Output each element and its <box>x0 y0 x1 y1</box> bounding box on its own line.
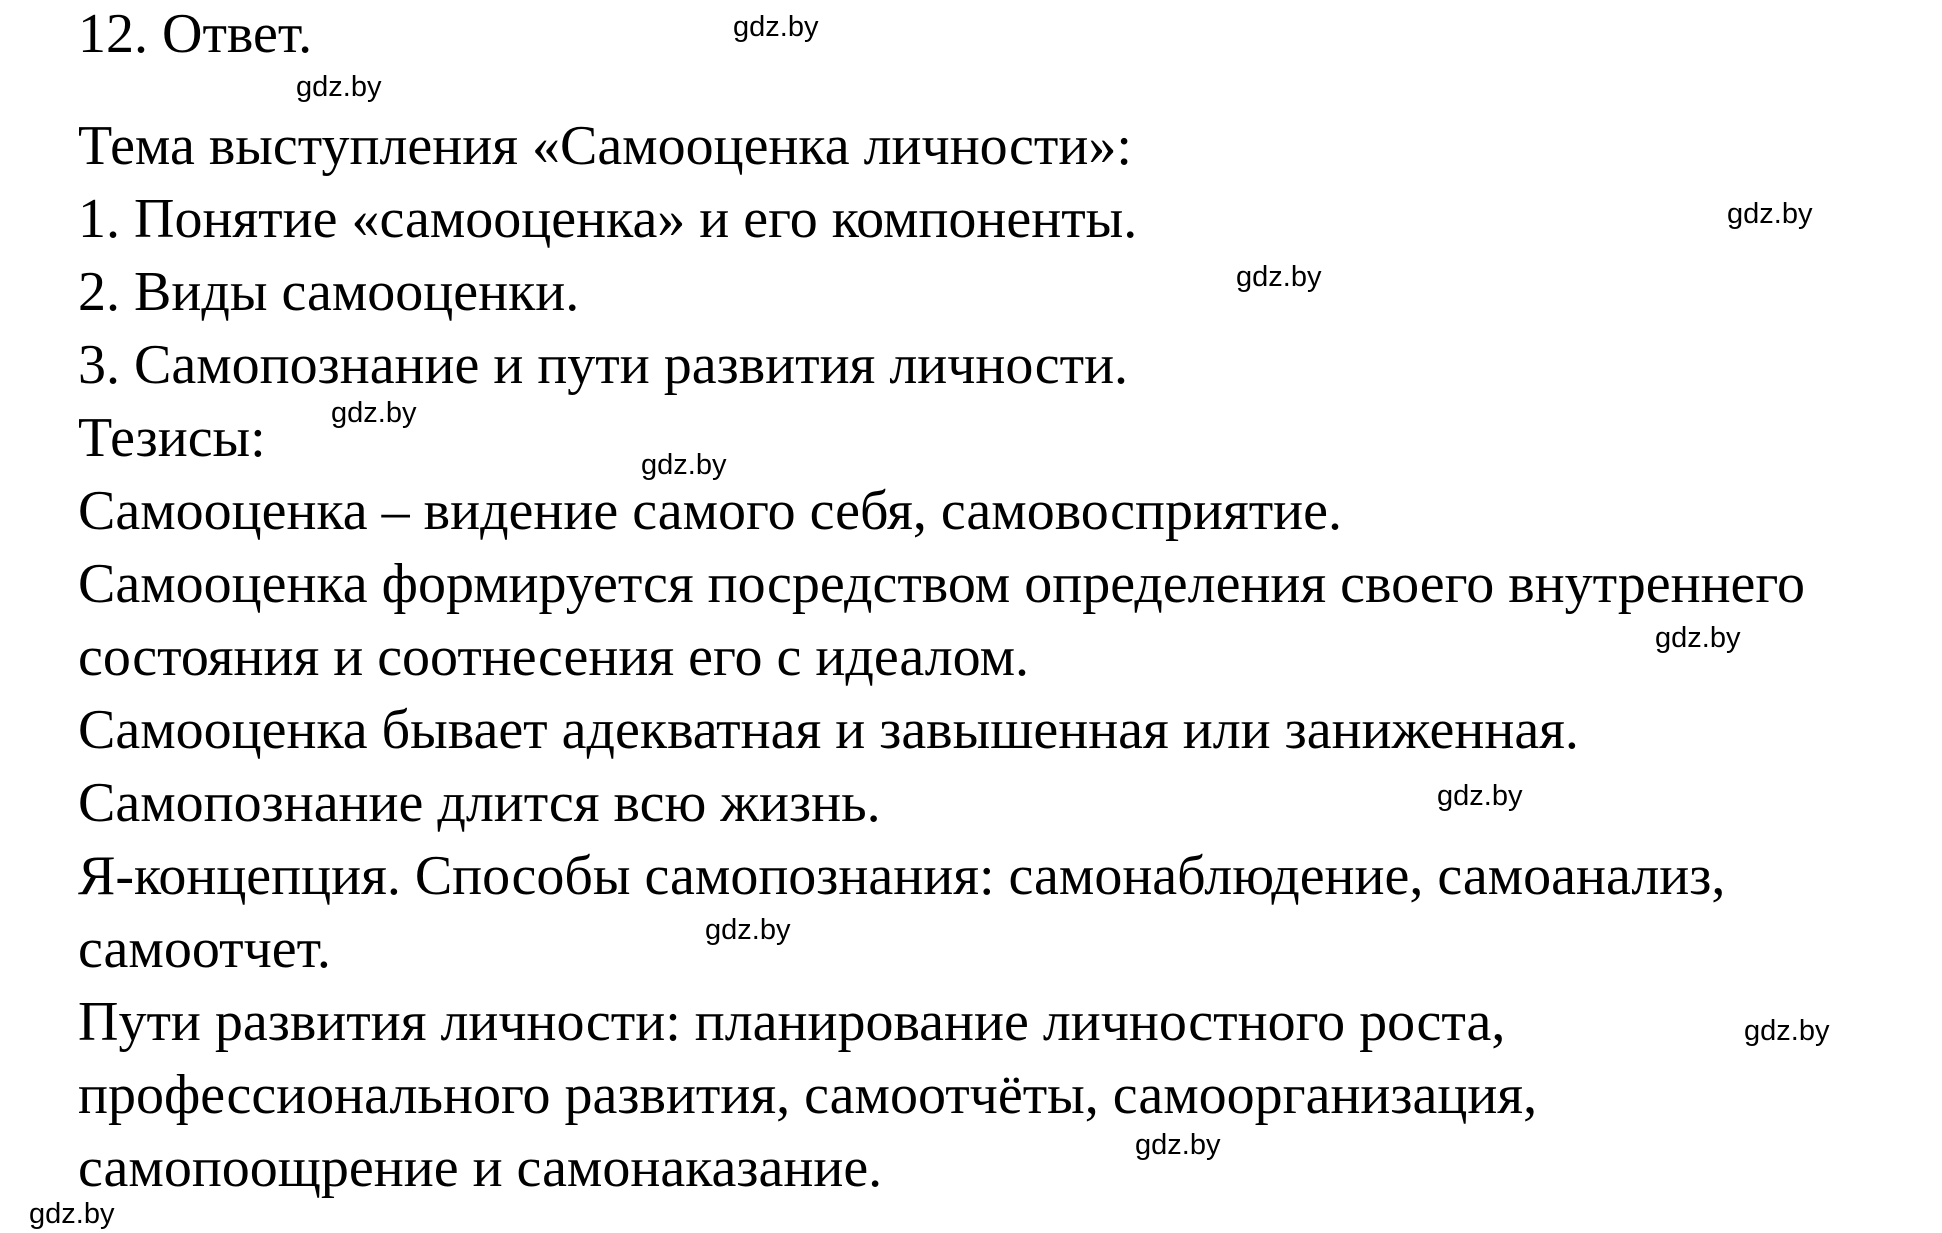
thesis-line: Самооценка бывает адекватная и завышенная или заниженная. <box>78 699 1579 761</box>
thesis-line: профессионального развития, самоотчёты, самоорганизация, <box>78 1064 1538 1126</box>
watermark: gdz.by <box>641 449 727 481</box>
watermark: gdz.by <box>733 11 819 43</box>
plan-item-3: 3. Самопознание и пути развития личности. <box>78 334 1129 396</box>
watermark: gdz.by <box>1744 1015 1830 1047</box>
plan-item-1: 1. Понятие «самооценка» и его компоненты. <box>78 188 1138 250</box>
watermark: gdz.by <box>1727 198 1813 230</box>
plan-item-2: 2. Виды самооценки. <box>78 261 580 323</box>
watermark: gdz.by <box>331 397 417 429</box>
watermark: gdz.by <box>705 914 791 946</box>
thesis-line: Самопознание длится всю жизнь. <box>78 772 881 834</box>
thesis-line: самопоощрение и самонаказание. <box>78 1137 883 1199</box>
watermark: gdz.by <box>296 71 382 103</box>
thesis-line: Я-концепция. Способы самопознания: самонаблюдение, самоанализ, <box>78 845 1726 907</box>
topic-line: Тема выступления «Самооценка личности»: <box>78 115 1132 177</box>
watermark: gdz.by <box>1655 622 1741 654</box>
thesis-line: самоотчет. <box>78 918 331 980</box>
thesis-line: Самооценка формируется посредством определения своего внутреннего <box>78 553 1805 615</box>
thesis-line: Самооценка – видение самого себя, самовосприятие. <box>78 480 1342 542</box>
watermark: gdz.by <box>1135 1129 1221 1161</box>
watermark: gdz.by <box>1236 261 1322 293</box>
watermark: gdz.by <box>1437 780 1523 812</box>
thesis-line: состояния и соотнесения его с идеалом. <box>78 626 1030 688</box>
answer-heading: 12. Ответ. <box>78 3 313 65</box>
thesis-line: Пути развития личности: планирование личностного роста, <box>78 991 1506 1053</box>
watermark: gdz.by <box>29 1198 115 1230</box>
theses-heading: Тезисы: <box>78 407 266 469</box>
